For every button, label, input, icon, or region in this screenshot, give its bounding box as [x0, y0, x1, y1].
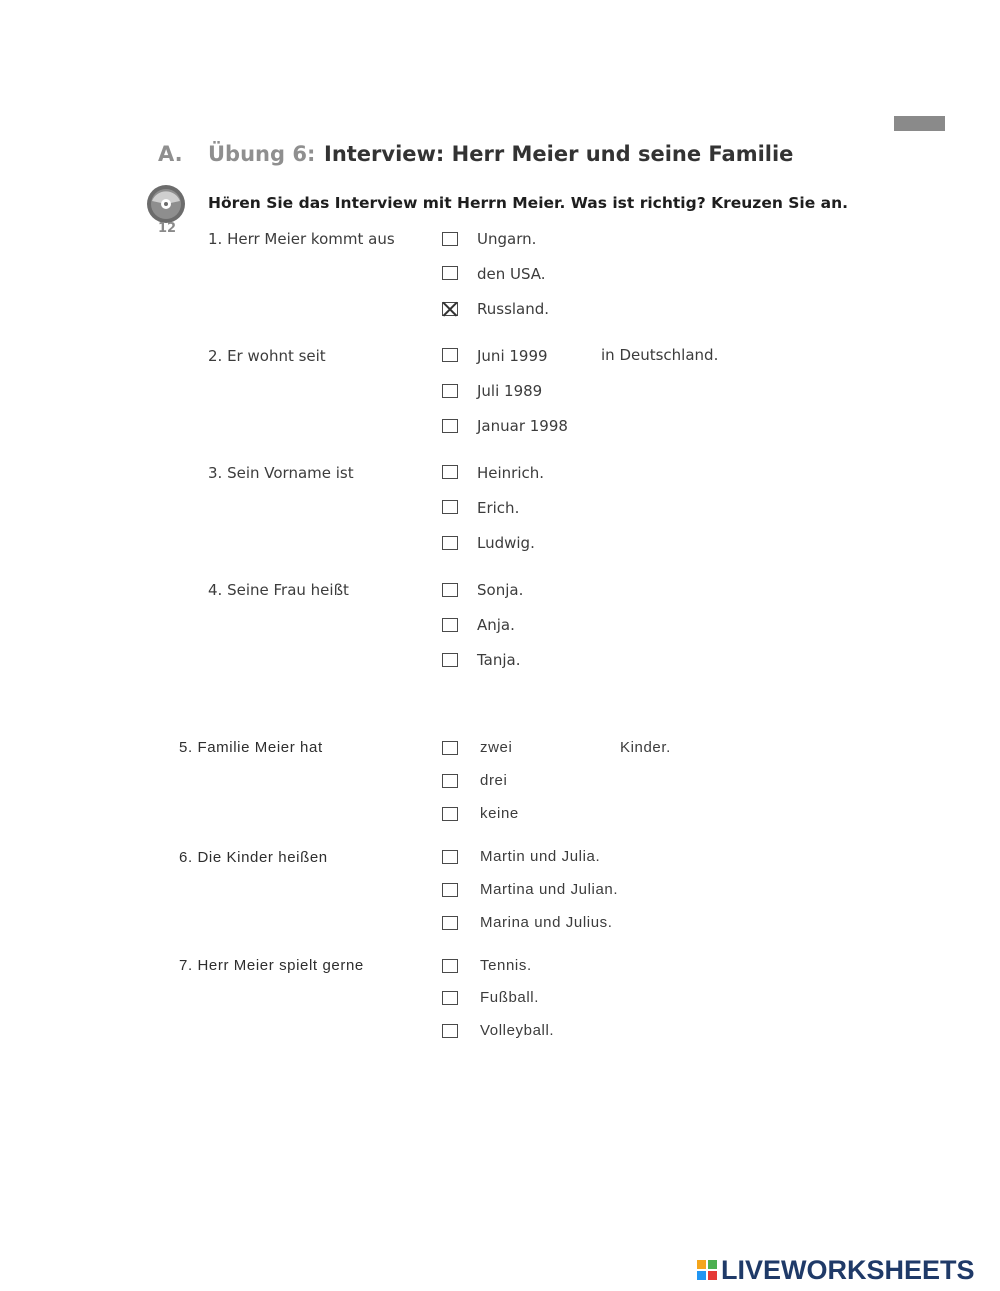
answer-checkbox[interactable]: [442, 959, 458, 973]
answer-option: Marina und Julius.: [480, 914, 613, 931]
question-suffix: Kinder.: [620, 739, 671, 756]
answer-option: Januar 1998: [477, 417, 568, 435]
audio-cd-icon[interactable]: [146, 184, 186, 224]
answer-option: zwei: [480, 739, 513, 756]
answer-checkbox[interactable]: [442, 807, 458, 821]
answer-checkbox[interactable]: [442, 384, 458, 398]
answer-option: Fußball.: [480, 989, 539, 1006]
answer-option: Tanja.: [477, 651, 521, 669]
answer-checkbox[interactable]: [442, 618, 458, 632]
answer-option: Ludwig.: [477, 534, 535, 552]
answer-option: Volleyball.: [480, 1022, 555, 1039]
answer-checkbox[interactable]: [442, 916, 458, 930]
page-corner-tab: [894, 116, 945, 131]
answer-option: Anja.: [477, 616, 515, 634]
answer-checkbox[interactable]: [442, 348, 458, 362]
answer-checkbox[interactable]: [442, 850, 458, 864]
track-number: 12: [157, 221, 177, 236]
logo-text: LIVEWORKSHEETS: [721, 1254, 975, 1285]
answer-checkbox[interactable]: [442, 465, 458, 479]
question-prompt: 5. Familie Meier hat: [179, 739, 323, 756]
answer-option: Ungarn.: [477, 230, 537, 248]
answer-checkbox-checked[interactable]: [442, 302, 458, 316]
answer-option: Martin und Julia.: [480, 848, 601, 865]
question-prompt: 2. Er wohnt seit: [208, 347, 326, 365]
answer-option: Tennis.: [480, 957, 532, 974]
answer-checkbox[interactable]: [442, 500, 458, 514]
question-suffix: in Deutschland.: [601, 346, 719, 364]
answer-option: Martina und Julian.: [480, 881, 619, 898]
liveworksheets-logo[interactable]: [697, 1255, 975, 1285]
answer-checkbox[interactable]: [442, 653, 458, 667]
answer-option: Russland.: [477, 300, 550, 318]
answer-checkbox[interactable]: [442, 774, 458, 788]
answer-option: Erich.: [477, 499, 520, 517]
instruction-text: Hören Sie das Interview mit Herrn Meier. Was ist richtig? Kreuzen Sie an.: [208, 194, 849, 212]
answer-option: Sonja.: [477, 581, 524, 599]
answer-checkbox[interactable]: [442, 583, 458, 597]
answer-option: den USA.: [477, 265, 546, 283]
answer-option: Heinrich.: [477, 464, 545, 482]
answer-option: keine: [480, 805, 519, 822]
answer-checkbox[interactable]: [442, 536, 458, 550]
answer-checkbox[interactable]: [442, 1024, 458, 1038]
page-title: Interview: Herr Meier und seine Familie: [324, 142, 794, 166]
question-prompt: 6. Die Kinder heißen: [179, 849, 328, 866]
question-prompt: 4. Seine Frau heißt: [208, 581, 349, 599]
answer-option: Juli 1989: [477, 382, 543, 400]
answer-checkbox[interactable]: [442, 741, 458, 755]
answer-checkbox[interactable]: [442, 419, 458, 433]
question-prompt: 7. Herr Meier spielt gerne: [179, 957, 364, 974]
answer-checkbox[interactable]: [442, 883, 458, 897]
exercise-number: Übung 6:: [208, 142, 316, 166]
answer-option: Juni 1999: [477, 347, 548, 365]
question-prompt: 3. Sein Vorname ist: [208, 464, 354, 482]
answer-checkbox[interactable]: [442, 232, 458, 246]
logo-blocks-icon: [697, 1260, 717, 1280]
question-prompt: 1. Herr Meier kommt aus: [208, 230, 395, 248]
answer-checkbox[interactable]: [442, 266, 458, 280]
answer-option: drei: [480, 772, 508, 789]
answer-checkbox[interactable]: [442, 991, 458, 1005]
section-letter: A.: [158, 142, 183, 166]
